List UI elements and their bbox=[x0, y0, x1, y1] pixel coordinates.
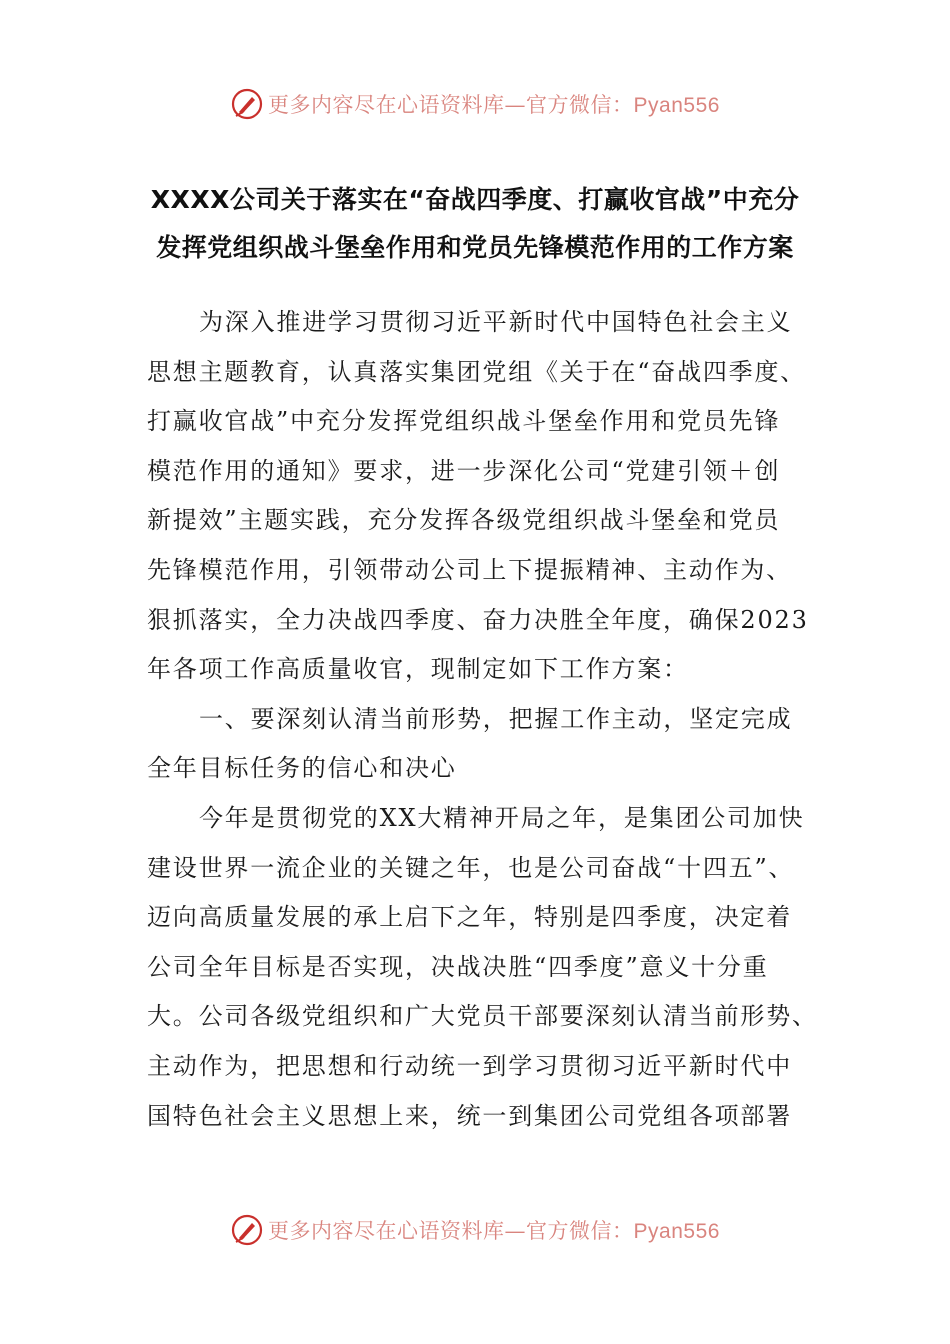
watermark-text: 更多内容尽在心语资料库—官方微信： bbox=[268, 1219, 634, 1243]
pen-logo-icon bbox=[230, 87, 264, 121]
paragraph-line: 大。公司各级党组织和广大党员干部要深刻认清当前形势、 bbox=[147, 1002, 818, 1031]
paragraph-line: 为深入推进学习贯彻习近平新时代中国特色社会主义 bbox=[199, 308, 793, 336]
watermark-wechat-id: Pyan556 bbox=[633, 1220, 720, 1243]
paragraph-line: 狠抓落实，全力决战四季度、奋力决胜全年度，确保2023 bbox=[147, 605, 809, 634]
title-line: XXXX公司关于落实在“奋战四季度、打赢收官战”中充分 bbox=[150, 185, 800, 214]
section-heading-line: 一、要深刻认清当前形势，把握工作主动，坚定完成 bbox=[199, 704, 793, 733]
paragraph-line: 主动作为，把思想和行动统一到学习贯彻习近平新时代中 bbox=[147, 1051, 792, 1080]
paragraph-line: 迈向高质量发展的承上启下之年，特别是四季度，决定着 bbox=[147, 903, 792, 932]
paragraph-line: 思想主题教育，认真落实集团党组《关于在“奋战四季度、 bbox=[147, 357, 807, 386]
watermark-banner-top bbox=[0, 84, 950, 124]
watermark-banner-bottom bbox=[0, 1210, 950, 1250]
paragraph-line: 公司全年目标是否实现，决战决胜“四季度”意义十分重 bbox=[147, 952, 769, 981]
paragraph-line: 新提效”主题实践，充分发挥各级党组织战斗堡垒和党员 bbox=[147, 506, 781, 535]
watermark-wechat-id: Pyan556 bbox=[633, 94, 720, 117]
paragraph-line: 建设世界一流企业的关键之年，也是公司奋战“十四五”、 bbox=[147, 853, 795, 882]
section-heading-line: 全年目标任务的信心和决心 bbox=[147, 754, 457, 783]
watermark-text: 更多内容尽在心语资料库—官方微信： bbox=[268, 93, 634, 117]
paragraph-line: 模范作用的通知》要求，进一步深化公司“党建引领＋创 bbox=[147, 456, 781, 485]
document-body bbox=[147, 298, 818, 1141]
paragraph-line: 年各项工作高质量收官，现制定如下工作方案： bbox=[147, 655, 689, 684]
paragraph-line: 国特色社会主义思想上来，统一到集团公司党组各项部署 bbox=[147, 1101, 792, 1130]
document-title bbox=[100, 176, 850, 272]
paragraph-line: 今年是贯彻党的XX大精神开局之年，是集团公司加快 bbox=[199, 803, 805, 832]
title-line: 发挥党组织战斗堡垒作用和党员先锋模范作用的工作方案 bbox=[156, 233, 794, 262]
pen-logo-icon bbox=[230, 1213, 264, 1247]
paragraph-line: 打赢收官战”中充分发挥党组织战斗堡垒作用和党员先锋 bbox=[147, 407, 781, 436]
paragraph-line: 先锋模范作用，引领带动公司上下提振精神、主动作为、 bbox=[147, 555, 792, 584]
